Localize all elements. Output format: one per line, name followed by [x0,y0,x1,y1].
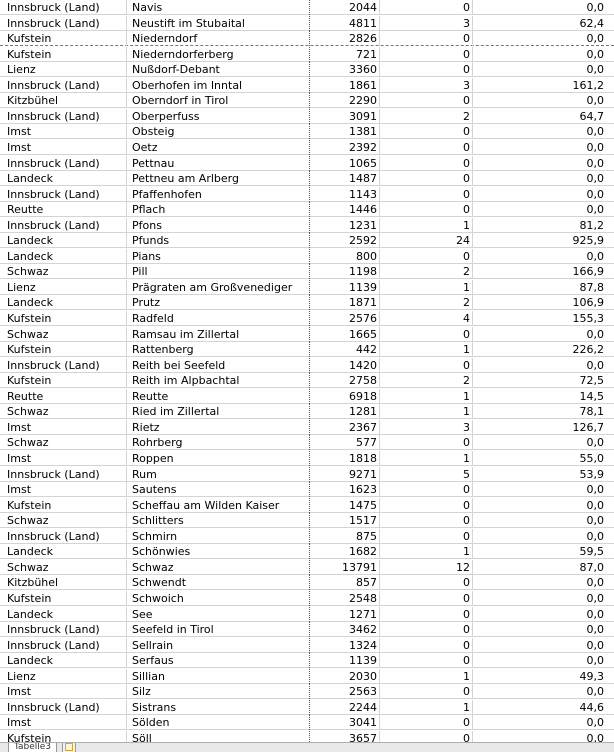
population-cell[interactable]: 1065 [310,156,380,171]
count-cell[interactable]: 0 [380,529,473,544]
rate-cell[interactable]: 72,5 [579,374,604,388]
municipality-cell[interactable]: Reith bei Seefeld [127,358,310,373]
municipality-cell[interactable]: Prägraten am Großvenediger [127,280,310,295]
district-cell[interactable]: Schwaz [0,327,127,342]
district-cell[interactable]: Kufstein [0,311,127,326]
population-cell[interactable]: 3091 [310,109,380,124]
rate-cell[interactable]: 0,0 [586,358,604,372]
table-row [0,575,614,590]
table-row [0,653,614,668]
count-cell[interactable]: 0 [380,202,473,217]
population-cell[interactable]: 2826 [310,31,380,46]
population-cell[interactable]: 1871 [310,295,380,310]
count-cell[interactable]: 0 [380,513,473,528]
population-cell[interactable]: 1420 [310,358,380,373]
district-cell[interactable]: Innsbruck (Land) [0,358,127,373]
table-row [0,684,614,699]
population-cell[interactable]: 1231 [310,218,380,233]
table-row [0,31,614,46]
population-cell[interactable]: 577 [310,435,380,450]
rate-cell[interactable]: 161,2 [572,78,604,92]
rate-cell[interactable]: 64,7 [579,109,604,123]
table-row [0,342,614,357]
district-cell[interactable]: Innsbruck (Land) [0,638,127,653]
table-row [0,358,614,373]
rate-cell[interactable]: 0,0 [586,249,604,263]
municipality-cell[interactable]: Schmirn [127,529,310,544]
table-row [0,327,614,342]
district-cell[interactable]: Landeck [0,295,127,310]
district-cell[interactable]: Innsbruck (Land) [0,529,127,544]
rate-cell[interactable]: 87,0 [579,560,604,574]
district-cell[interactable]: Imst [0,715,127,730]
municipality-cell[interactable]: Rattenberg [127,342,310,357]
table-row [0,233,614,248]
population-cell[interactable]: 1623 [310,482,380,497]
district-cell[interactable]: Innsbruck (Land) [0,0,127,15]
count-cell[interactable]: 0 [380,156,473,171]
municipality-cell[interactable]: Pians [127,249,310,264]
municipality-cell[interactable]: Pettneu am Arlberg [127,171,310,186]
table-row [0,187,614,202]
district-cell[interactable]: Innsbruck (Land) [0,700,127,715]
count-cell[interactable]: 0 [380,591,473,606]
district-cell[interactable]: Imst [0,684,127,699]
rate-cell[interactable]: 53,9 [579,467,604,481]
rate-cell[interactable]: 226,2 [572,343,604,357]
population-cell[interactable]: 1271 [310,607,380,622]
population-cell[interactable]: 6918 [310,389,380,404]
count-cell[interactable]: 3 [380,420,473,435]
rate-cell[interactable]: 0,0 [586,623,604,636]
table-row [0,16,614,31]
district-cell[interactable]: Landeck [0,544,127,559]
population-cell[interactable]: 1324 [310,638,380,653]
rate-cell[interactable]: 59,5 [579,545,604,559]
population-cell[interactable]: 1139 [310,280,380,295]
rate-cell[interactable]: 0,0 [586,591,604,605]
population-cell[interactable]: 1139 [310,653,380,668]
population-cell[interactable]: 2758 [310,373,380,388]
rate-cell[interactable]: 0,0 [586,576,604,590]
population-cell[interactable]: 2563 [310,684,380,699]
table-row [0,498,614,513]
table-row [0,0,614,15]
municipality-cell[interactable]: Ramsau im Zillertal [127,327,310,342]
table-row [0,420,614,435]
count-cell[interactable]: 3 [380,78,473,93]
table-row [0,622,614,637]
district-cell[interactable]: Kufstein [0,731,127,742]
count-cell[interactable]: 1 [380,669,473,684]
population-cell[interactable]: 2044 [310,0,380,15]
population-cell[interactable]: 2244 [310,700,380,715]
rate-cell[interactable]: 106,9 [572,296,604,310]
municipality-cell[interactable]: Oberperfuss [127,109,310,124]
district-cell[interactable]: Schwaz [0,264,127,279]
municipality-cell[interactable]: Schlitters [127,513,310,528]
municipality-cell[interactable]: Nußdorf-Debant [127,62,310,77]
count-cell[interactable]: 1 [380,700,473,715]
district-cell[interactable]: Imst [0,451,127,466]
count-cell[interactable]: 0 [380,93,473,108]
district-cell[interactable]: Innsbruck (Land) [0,218,127,233]
population-cell[interactable]: 875 [310,529,380,544]
table-row [0,109,614,124]
municipality-cell[interactable]: Navis [127,0,310,15]
table-row [0,404,614,419]
municipality-cell[interactable]: Schwoich [127,591,310,606]
table-row [0,156,614,171]
count-cell[interactable]: 0 [380,622,473,637]
count-cell[interactable]: 24 [380,233,473,248]
population-cell[interactable]: 1381 [310,124,380,139]
table-row [0,62,614,77]
table-row [0,544,614,559]
municipality-cell[interactable]: Obsteig [127,124,310,139]
rate-cell[interactable]: 0,0 [586,607,604,621]
count-cell[interactable]: 1 [380,218,473,233]
municipality-cell[interactable]: Pill [127,264,310,279]
municipality-cell[interactable]: Niederndorferberg [127,47,310,62]
count-cell[interactable]: 1 [380,404,473,419]
population-cell[interactable]: 800 [310,249,380,264]
count-cell[interactable]: 0 [380,124,473,139]
municipality-cell[interactable]: Rietz [127,420,310,435]
district-cell[interactable]: Imst [0,482,127,497]
population-cell[interactable]: 13791 [310,560,380,575]
rate-cell[interactable]: 87,8 [579,280,604,294]
table-row [0,264,614,279]
table-row [0,482,614,497]
population-cell[interactable]: 4811 [310,16,380,31]
rate-cell[interactable]: 155,3 [572,312,604,325]
table-row [0,715,614,730]
population-cell[interactable]: 3657 [310,731,380,742]
count-cell[interactable]: 0 [380,498,473,513]
population-cell[interactable]: 2548 [310,591,380,606]
count-cell[interactable]: 1 [380,389,473,404]
table-row [0,78,614,93]
municipality-cell[interactable]: Radfeld [127,311,310,326]
population-cell[interactable]: 2576 [310,311,380,326]
table-row [0,218,614,233]
population-cell[interactable]: 1665 [310,327,380,342]
table-row [0,249,614,264]
district-cell[interactable]: Imst [0,124,127,139]
municipality-cell[interactable]: Sillian [127,669,310,684]
population-cell[interactable]: 857 [310,575,380,590]
count-cell[interactable]: 0 [380,715,473,730]
district-cell[interactable]: Innsbruck (Land) [0,187,127,202]
count-cell[interactable]: 0 [380,731,473,742]
district-cell[interactable]: Schwaz [0,560,127,575]
rate-cell[interactable]: 81,2 [579,218,604,232]
district-cell[interactable]: Kufstein [0,498,127,513]
municipality-cell[interactable]: Neustift im Stubaital [127,16,310,31]
district-cell[interactable]: Imst [0,420,127,435]
table-row [0,638,614,653]
count-cell[interactable]: 12 [380,560,473,575]
table-row [0,591,614,606]
table-row [0,607,614,622]
rate-cell[interactable]: 0,0 [586,654,604,668]
municipality-cell[interactable]: Serfaus [127,653,310,668]
rate-cell[interactable]: 126,7 [572,420,604,434]
population-cell[interactable]: 1198 [310,264,380,279]
count-cell[interactable]: 0 [380,358,473,373]
rate-cell[interactable]: 0,0 [586,47,604,61]
count-cell[interactable]: 1 [380,451,473,466]
municipality-cell[interactable]: Reutte [127,389,310,404]
municipality-cell[interactable]: See [127,607,310,622]
district-cell[interactable]: Kufstein [0,31,127,46]
district-cell[interactable]: Schwaz [0,513,127,528]
rate-cell[interactable]: 0,0 [586,638,604,652]
count-cell[interactable]: 0 [380,249,473,264]
municipality-cell[interactable]: Pfons [127,218,310,233]
municipality-cell[interactable]: Pfunds [127,233,310,248]
municipality-cell[interactable]: Scheffau am Wilden Kaiser [127,498,310,513]
population-cell[interactable]: 2392 [310,140,380,155]
rate-cell[interactable]: 62,4 [579,16,604,30]
municipality-cell[interactable]: Ried im Zillertal [127,404,310,419]
population-cell[interactable]: 1682 [310,544,380,559]
district-cell[interactable]: Innsbruck (Land) [0,622,127,637]
rate-cell[interactable]: 0,0 [586,529,604,543]
count-cell[interactable]: 0 [380,435,473,450]
rate-cell[interactable]: 0,0 [586,63,604,77]
population-cell[interactable]: 1517 [310,513,380,528]
table-row [0,295,614,310]
population-cell[interactable]: 1487 [310,171,380,186]
table-row [0,311,614,326]
municipality-cell[interactable]: Prutz [127,295,310,310]
rate-cell[interactable]: 78,1 [579,405,604,419]
table-row [0,202,614,217]
table-row [0,280,614,295]
population-cell[interactable]: 442 [310,342,380,357]
municipality-cell[interactable]: Pflach [127,202,310,217]
district-cell[interactable]: Lienz [0,669,127,684]
sheet-tab-bar [0,742,614,752]
table-row [0,513,614,528]
sheet-tab-tabelle3[interactable]: Tabelle3 [8,742,57,752]
population-cell[interactable]: 1475 [310,498,380,513]
district-cell[interactable]: Kitzbühel [0,575,127,590]
rate-cell[interactable]: 44,6 [579,700,604,714]
district-cell[interactable]: Landeck [0,249,127,264]
municipality-cell[interactable]: Rohrberg [127,435,310,450]
district-cell[interactable]: Landeck [0,233,127,248]
rate-cell[interactable]: 0,0 [586,436,604,450]
rate-cell[interactable]: 0,0 [586,731,604,742]
count-cell[interactable]: 0 [380,171,473,186]
district-cell[interactable]: Kufstein [0,373,127,388]
table-row [0,467,614,482]
count-cell[interactable]: 0 [380,0,473,15]
district-cell[interactable]: Landeck [0,171,127,186]
count-cell[interactable]: 3 [380,16,473,31]
district-cell[interactable]: Imst [0,140,127,155]
rate-cell[interactable]: 0,0 [586,514,604,528]
population-cell[interactable]: 2367 [310,420,380,435]
table-row [0,435,614,450]
count-cell[interactable]: 2 [380,295,473,310]
municipality-cell[interactable]: Oetz [127,140,310,155]
district-cell[interactable]: Landeck [0,607,127,622]
rate-cell[interactable]: 0,0 [586,203,604,217]
table-row [0,529,614,544]
table-row [0,669,614,684]
insert-sheet-button[interactable] [62,743,76,752]
population-cell[interactable]: 721 [310,47,380,62]
rate-cell[interactable]: 0,0 [586,498,604,512]
count-cell[interactable]: 0 [380,482,473,497]
municipality-cell[interactable]: Oberndorf in Tirol [127,93,310,108]
count-cell[interactable]: 1 [380,342,473,357]
count-cell[interactable]: 0 [380,187,473,202]
rate-cell[interactable]: 49,3 [579,669,604,683]
population-cell[interactable]: 2030 [310,669,380,684]
population-cell[interactable]: 1818 [310,451,380,466]
population-cell[interactable]: 9271 [310,467,380,482]
table-row [0,451,614,466]
rate-cell[interactable]: 0,0 [586,187,604,201]
count-cell[interactable]: 1 [380,544,473,559]
population-cell[interactable]: 1143 [310,187,380,202]
district-cell[interactable]: Landeck [0,653,127,668]
table-row [0,389,614,404]
district-cell[interactable]: Kufstein [0,342,127,357]
district-cell[interactable]: Kufstein [0,47,127,62]
rate-cell[interactable]: 925,9 [572,234,604,248]
count-cell[interactable]: 0 [380,638,473,653]
rate-cell[interactable]: 0,0 [586,1,604,14]
count-cell[interactable]: 1 [380,280,473,295]
rate-cell[interactable]: 0,0 [586,327,604,341]
district-cell[interactable]: Kufstein [0,591,127,606]
table-row [0,560,614,575]
rate-cell[interactable]: 0,0 [586,716,604,730]
table-row [0,140,614,155]
table-row [0,731,614,742]
municipality-cell[interactable]: Schönwies [127,544,310,559]
rate-cell[interactable]: 0,0 [586,172,604,186]
municipality-cell[interactable]: Sellrain [127,638,310,653]
district-cell[interactable]: Kitzbühel [0,93,127,108]
district-cell[interactable]: Schwaz [0,435,127,450]
municipality-cell[interactable]: Sautens [127,482,310,497]
municipality-cell[interactable]: Oberhofen im Inntal [127,78,310,93]
population-cell[interactable]: 3462 [310,622,380,637]
count-cell[interactable]: 2 [380,264,473,279]
table-row [0,124,614,139]
population-cell[interactable]: 2290 [310,93,380,108]
count-cell[interactable]: 0 [380,62,473,77]
district-cell[interactable]: Innsbruck (Land) [0,16,127,31]
municipality-cell[interactable]: Pfaffenhofen [127,187,310,202]
rate-cell[interactable]: 55,0 [579,452,604,465]
count-cell[interactable]: 0 [380,684,473,699]
population-cell[interactable]: 1446 [310,202,380,217]
population-cell[interactable]: 1281 [310,404,380,419]
table-row [0,47,614,62]
count-cell[interactable]: 0 [380,47,473,62]
municipality-cell[interactable]: Rum [127,467,310,482]
count-cell[interactable]: 0 [380,31,473,46]
district-cell[interactable]: Innsbruck (Land) [0,156,127,171]
district-cell[interactable]: Reutte [0,389,127,404]
rate-cell[interactable]: 0,0 [586,685,604,699]
population-cell[interactable]: 1861 [310,78,380,93]
district-cell[interactable]: Innsbruck (Land) [0,78,127,93]
rate-cell[interactable]: 0,0 [586,141,604,154]
count-cell[interactable]: 2 [380,109,473,124]
count-cell[interactable]: 0 [380,607,473,622]
table-row [0,373,614,388]
municipality-cell[interactable]: Reith im Alpbachtal [127,373,310,388]
count-cell[interactable]: 2 [380,373,473,388]
rate-cell[interactable]: 14,5 [579,389,604,403]
municipality-cell[interactable]: Niederndorf [127,31,310,46]
municipality-cell[interactable]: Sölden [127,715,310,730]
count-cell[interactable]: 0 [380,575,473,590]
table-row [0,93,614,108]
municipality-cell[interactable]: Silz [127,684,310,699]
new-sheet-icon [65,743,73,751]
municipality-cell[interactable]: Roppen [127,451,310,466]
table-row [0,700,614,715]
municipality-cell[interactable]: Schwendt [127,575,310,590]
rate-cell[interactable]: 0,0 [586,94,604,108]
rate-cell[interactable]: 0,0 [586,156,604,170]
municipality-cell[interactable]: Sistrans [127,700,310,715]
count-cell[interactable]: 0 [380,653,473,668]
district-cell[interactable]: Schwaz [0,404,127,419]
count-cell[interactable]: 4 [380,311,473,326]
municipality-cell[interactable]: Schwaz [127,560,310,575]
municipality-cell[interactable]: Seefeld in Tirol [127,622,310,637]
district-cell[interactable]: Lienz [0,280,127,295]
count-cell[interactable]: 5 [380,467,473,482]
municipality-cell[interactable]: Pettnau [127,156,310,171]
rate-cell[interactable]: 0,0 [586,125,604,139]
district-cell[interactable]: Innsbruck (Land) [0,109,127,124]
district-cell[interactable]: Lienz [0,62,127,77]
count-cell[interactable]: 0 [380,140,473,155]
table-row [0,171,614,186]
district-cell[interactable]: Reutte [0,202,127,217]
rate-cell[interactable]: 0,0 [586,32,604,46]
count-cell[interactable]: 0 [380,327,473,342]
rate-cell[interactable]: 166,9 [572,265,604,279]
population-cell[interactable]: 3360 [310,62,380,77]
population-cell[interactable]: 2592 [310,233,380,248]
population-cell[interactable]: 3041 [310,715,380,730]
district-cell[interactable]: Innsbruck (Land) [0,467,127,482]
rate-cell[interactable]: 0,0 [586,483,604,497]
municipality-cell[interactable]: Söll [127,731,310,742]
